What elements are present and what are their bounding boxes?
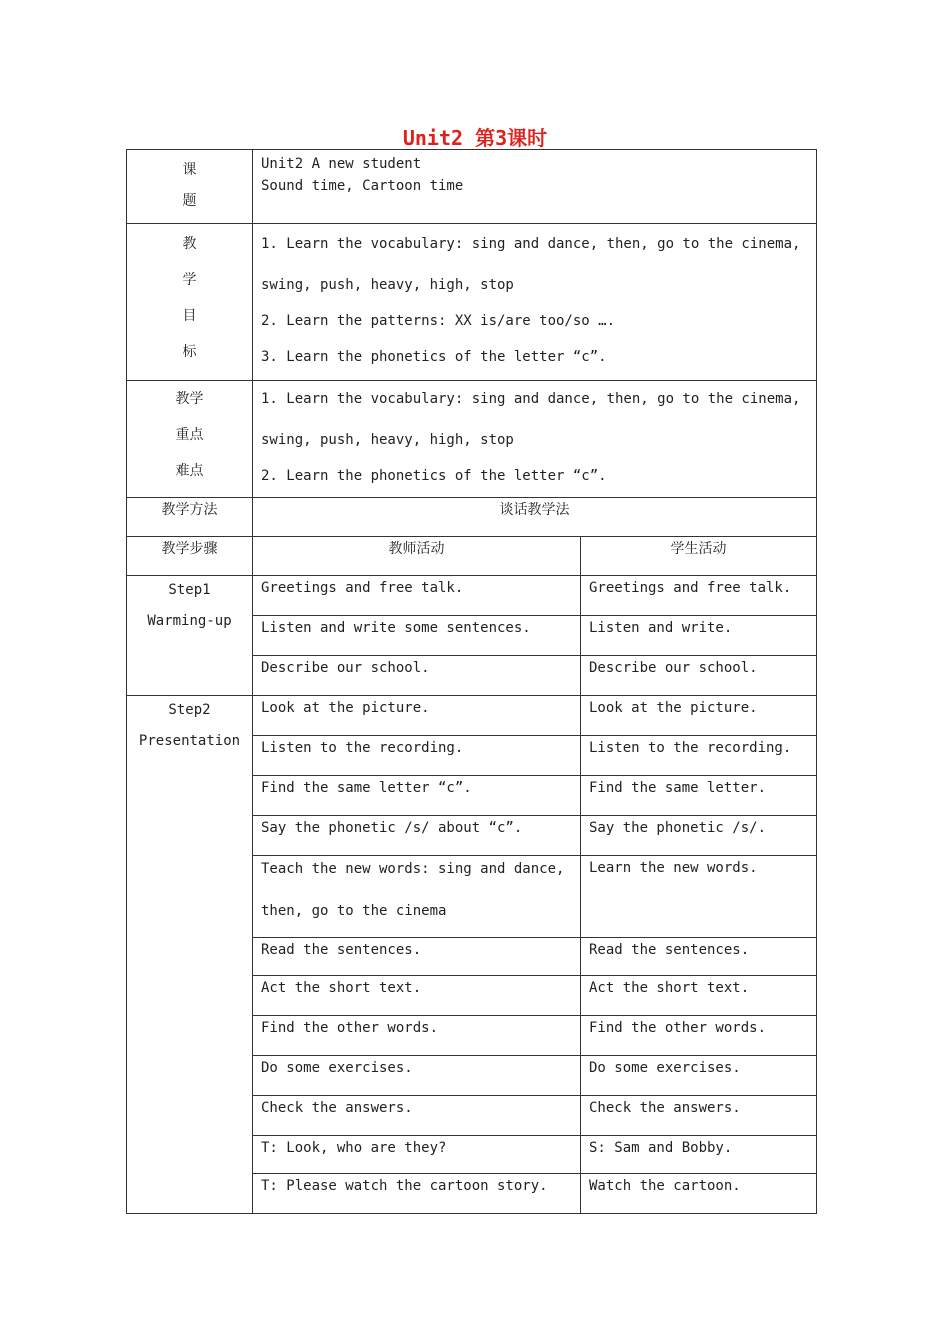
student-activity-header: 学生活动 <box>581 537 817 576</box>
student-activity: Find the same letter. <box>581 776 817 816</box>
student-activity: Greetings and free talk. <box>581 576 817 616</box>
student-activity: Find the other words. <box>581 1016 817 1056</box>
student-activity: Read the sentences. <box>581 938 817 976</box>
objectives-content: 1. Learn the vocabulary: sing and dance, then, go to the cinema, swing, push, heavy, high, stop 2. Learn the patterns: XX is/are too/so …. 3. Learn the phonetics of the letter “c”. <box>253 224 817 381</box>
teacher-activity: T: Please watch the cartoon story. <box>253 1174 581 1214</box>
student-activity: Say the phonetic /s/. <box>581 816 817 856</box>
teacher-activity: T: Look, who are they? <box>253 1136 581 1174</box>
teacher-activity: Listen to the recording. <box>253 736 581 776</box>
topic-content: Unit2 A new student Sound time, Cartoon time <box>253 150 817 224</box>
method-value: 谈话教学法 <box>253 498 817 537</box>
student-activity: Listen and write. <box>581 616 817 656</box>
student-activity: Watch the cartoon. <box>581 1174 817 1214</box>
teacher-activity: Act the short text. <box>253 976 581 1016</box>
topic-row <box>127 150 817 224</box>
key-points-content: 1. Learn the vocabulary: sing and dance, then, go to the cinema, swing, push, heavy, high, stop 2. Learn the phonetics of the letter “c”. <box>253 381 817 498</box>
teacher-activity: Find the other words. <box>253 1016 581 1056</box>
lesson-plan-table <box>126 149 817 1214</box>
student-activity: Describe our school. <box>581 656 817 696</box>
teacher-activity: Look at the picture. <box>253 696 581 736</box>
steps-label: 教学步骤 <box>127 537 253 576</box>
objectives-label: 教 学 目 标 <box>127 224 253 381</box>
student-activity: Learn the new words. <box>581 856 817 938</box>
method-label: 教学方法 <box>127 498 253 537</box>
student-activity: Check the answers. <box>581 1096 817 1136</box>
teacher-activity: Describe our school. <box>253 656 581 696</box>
key-points-label: 教学 重点 难点 <box>127 381 253 498</box>
table-row <box>127 696 817 736</box>
student-activity: Listen to the recording. <box>581 736 817 776</box>
teacher-activity: Teach the new words: sing and dance, then, go to the cinema <box>253 856 581 938</box>
key-points-row <box>127 381 817 498</box>
teacher-activity: Listen and write some sentences. <box>253 616 581 656</box>
document-title: Unit2 第3课时 <box>402 126 548 150</box>
method-row <box>127 498 817 537</box>
student-activity: Do some exercises. <box>581 1056 817 1096</box>
teacher-activity: Say the phonetic /s/ about “c”. <box>253 816 581 856</box>
teacher-activity: Check the answers. <box>253 1096 581 1136</box>
step2-label: Step2 Presentation <box>127 696 253 1214</box>
teacher-activity: Greetings and free talk. <box>253 576 581 616</box>
student-activity: Look at the picture. <box>581 696 817 736</box>
teacher-activity: Find the same letter “c”. <box>253 776 581 816</box>
teacher-activity: Do some exercises. <box>253 1056 581 1096</box>
student-activity: S: Sam and Bobby. <box>581 1136 817 1174</box>
student-activity: Act the short text. <box>581 976 817 1016</box>
table-row <box>127 576 817 616</box>
topic-label: 课 题 <box>127 150 253 224</box>
objectives-row <box>127 224 817 381</box>
teacher-activity-header: 教师活动 <box>253 537 581 576</box>
step1-label: Step1 Warming-up <box>127 576 253 696</box>
steps-header-row <box>127 537 817 576</box>
teacher-activity: Read the sentences. <box>253 938 581 976</box>
